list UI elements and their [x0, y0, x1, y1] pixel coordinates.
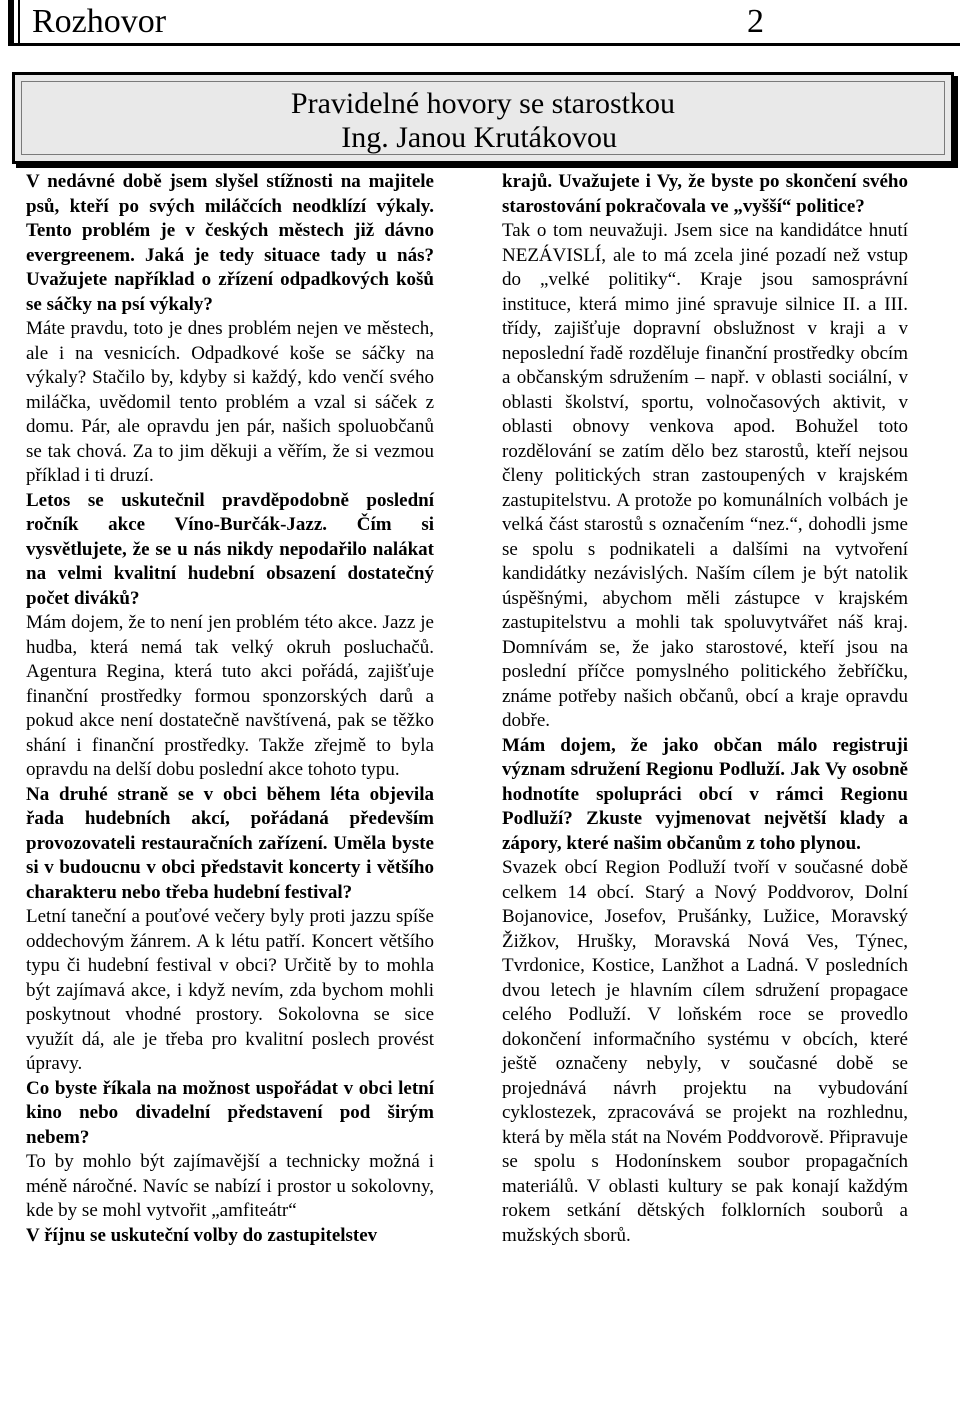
answer-paragraph: Tak o tom neuvažuji. Jsem sice na kandidátce hnutí NEZÁVISLÍ, ale to má zcela jiné pozadí než vstup do „velké politiky“. Kraje jsou samosprávní instituce, která mimo jiné spravuje silnice II. a III. třídy, zajišťuje dopravní obslužnost v kraji a v neposlední řadě rozděluje finanční prostředky obcím a občanským sdružením – např. v oblasti sociální, v oblasti školství, sportu, volnočasových aktivit, v oblasti obnovy venkova apod. Bohužel toto rozdělování se zatím dělo bez starostů, kteří nejsou členy politických stran zastoupených v krajském zastupitelstvu. A protože po komunálních volbách je velká část starostů s označením “nez.“, dohodli jsme se spolu s podnikateli a dalšími na vytvoření kandidátky nezávislých. Naším cílem je být natolik úspěšnými, abychom měli zástupce v krajském zastupitelstvu a mohli tak spoluvytvářet náš kraj. Domnívám se, že jako starostové, kteří jsou na poslední příčce pomyslného politického žebříčku, známe potřeby našich občanů, obcí a kraje opravdu dobře.: [502, 220, 908, 731]
question-paragraph: V nedávné době jsem slyšel stížnosti na majitele psů, kteří po svých miláčcích neodklízí výkaly. Tento problém je v českých městech již dávno evergreenem. Jaká je tedy situace tady u nás? Uvažujete například o zřízení odpadkových košů se sáčky na psí výkaly?: [26, 171, 434, 315]
answer-paragraph: Mám dojem, že to není jen problém této akce. Jazz je hudba, která nemá tak velký okruh posluchačů. Agentura Regina, která tuto akci pořádá, zajišťuje finanční prostředky formou sponzorských darů a pokud akce není dostatečně navštívená, pak se těžko shání i finanční prostředky. Takže zřejmě to byla opravdu na delší dobu poslední akce tohoto typu.: [26, 612, 434, 780]
answer-paragraph: Máte pravdu, toto je dnes problém nejen ve městech, ale i na vesnicích. Odpadkové koše se sáčky na výkaly? Stačilo by, kdyby si každý, kdo venčí svého miláčka, uvědomil tento problém a vzal si sáček z domu. Pár, ale opravdu jen pár, našich spoluobčanů se tak chová. Za to jim děkuji a věřím, že si vezmou příklad i ti druzí.: [26, 318, 434, 486]
question-paragraph: Mám dojem, že jako občan málo registruji význam sdružení Regionu Podluží. Jak Vy osobně hodnotíte spolupráci obcí v rámci Regionu Podluží? Zkuste vyjmenovat největší klady a zápory, které našim občanům z toho plynou.: [502, 734, 908, 854]
article-title-line1: Pravidelné hovory se starostkou: [290, 87, 675, 120]
answer-paragraph: Svazek obcí Region Podluží tvoří v současné době celkem 14 obcí. Starý a Nový Poddvorov, Dolní Bojanovice, Josefov, Prušánky, Lužice, Moravský Žižkov, Hrušky, Moravská Nová Ves, Týnec, Tvrdonice, Kostice, Lanžhot a Ladná. V posledních dvou letech je hlavním cílem sdružení propagace celého Podluží. V loňském roce se provedlo dokončení informačního systému v obcích, které ještě označeny nebyly, v současné době se projednává návrh projektu na vybudování cyklostezek, zpracovává se projekt na rozhlednu, která by měla stát na Novém Poddvorově. Připravuje se spolu s Hodonínskem soubor propagačních materiálů. V oblasti kultury se pak konají každým rokem setkání dětských folklorních souborů a mužských sborů.: [502, 857, 908, 1246]
question-paragraph: Letos se uskutečnil pravděpodobně poslední ročník akce Víno-Burčák-Jazz. Čím si vysvětlujete, že se u nás nikdy nepodařilo nalákat na velmi kvalitní hudební obsazení dostatečný počet diváků?: [26, 489, 434, 609]
page-header: [8, 0, 960, 46]
answer-paragraph: Letní taneční a pouťové večery byly proti jazzu spíše oddechovým žánrem. A k létu patří. Koncert většího typu či hudební festival v obci? Určitě by to mohla být zajímavá akce, i když nevím, zda bychom mohli poskytnout vhodné prostory. Sokolovna se sice využít dá, ale je třeba pro kvalitní poslech provést úpravy.: [26, 906, 434, 1074]
right-column: [502, 170, 908, 1248]
page-number: 2: [747, 3, 764, 40]
question-paragraph: Co byste říkala na možnost uspořádat v obci letní kino nebo divadelní představení pod širým nebem?: [26, 1077, 434, 1148]
question-paragraph: Na druhé straně se v obci během léta objevila řada hudebních akcí, pořádaná především provozovateli restauračních zařízení. Uměla byste si v budoucnu v obci představit koncerty i většího charakteru nebo třeba hudební festival?: [26, 783, 434, 903]
question-paragraph: krajů. Uvažujete i Vy, že byste po skončení svého starostování pokračovala ve „vyšší“ politice?: [502, 171, 908, 217]
section-title: Rozhovor: [32, 3, 167, 40]
article-title-box: [12, 72, 954, 164]
article-title-line2: Ing. Janou Krutákovou: [341, 121, 617, 154]
left-column: [26, 170, 434, 1248]
answer-paragraph: To by mohlo být zajímavější a technicky možná i méně náročné. Navíc se nabízí i prostor u sokolovny, kde by se mohl vytvořit „amfiteátr“: [26, 1151, 434, 1221]
question-paragraph: V říjnu se uskuteční volby do zastupitelstev: [26, 1224, 378, 1246]
